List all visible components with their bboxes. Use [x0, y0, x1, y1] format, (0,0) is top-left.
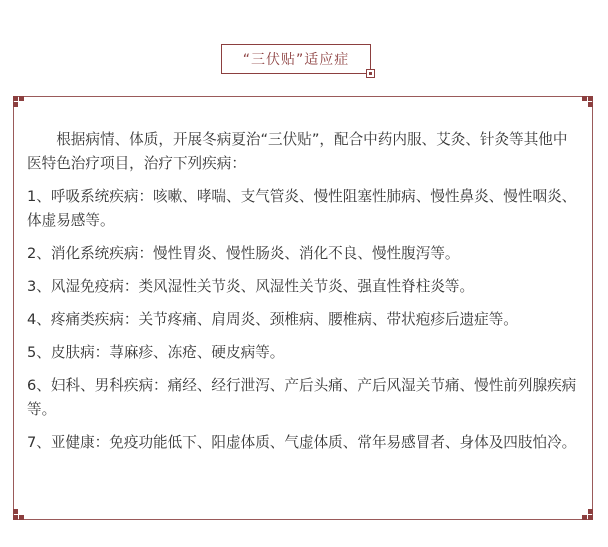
- corner-ornament-bottom-right: [581, 508, 593, 520]
- title-corner-ornament: [366, 69, 375, 78]
- article-body: [27, 128, 579, 464]
- list-item: 7、亚健康：免疫功能低下、阳虚体质、气虚体质、常年易感冒者、身体及四肢怕冷。: [27, 434, 577, 451]
- list-item: 5、皮肤病：荨麻疹、冻疮、硬皮病等。: [27, 344, 285, 361]
- list-item: 1、呼吸系统疾病：咳嗽、哮喘、支气管炎、慢性阻塞性肺病、慢性鼻炎、慢性咽炎、体虚易感等。: [27, 188, 577, 229]
- intro-paragraph: 根据病情、体质，开展冬病夏治“三伏贴”，配合中药内服、艾灸、针灸等其他中医特色治疗项目，治疗下列疾病：: [27, 131, 568, 172]
- list-item: 2、消化系统疾病：慢性胃炎、慢性肠炎、消化不良、慢性腹泻等。: [27, 245, 460, 262]
- corner-ornament-top-left: [13, 96, 25, 108]
- list-item: 6、妇科、男科疾病：痛经、经行泄泻、产后头痛、产后风湿关节痛、慢性前列腺疾病等。: [27, 377, 577, 418]
- section-title-box: [221, 44, 371, 74]
- corner-ornament-top-right: [581, 96, 593, 108]
- list-item: 4、疼痛类疾病：关节疼痛、肩周炎、颈椎病、腰椎病、带状疱疹后遗症等。: [27, 311, 518, 328]
- section-title: “三伏贴”适应症: [242, 52, 350, 68]
- list-item: 3、风湿免疫病：类风湿性关节炎、风湿性关节炎、强直性脊柱炎等。: [27, 278, 475, 295]
- corner-ornament-bottom-left: [13, 508, 25, 520]
